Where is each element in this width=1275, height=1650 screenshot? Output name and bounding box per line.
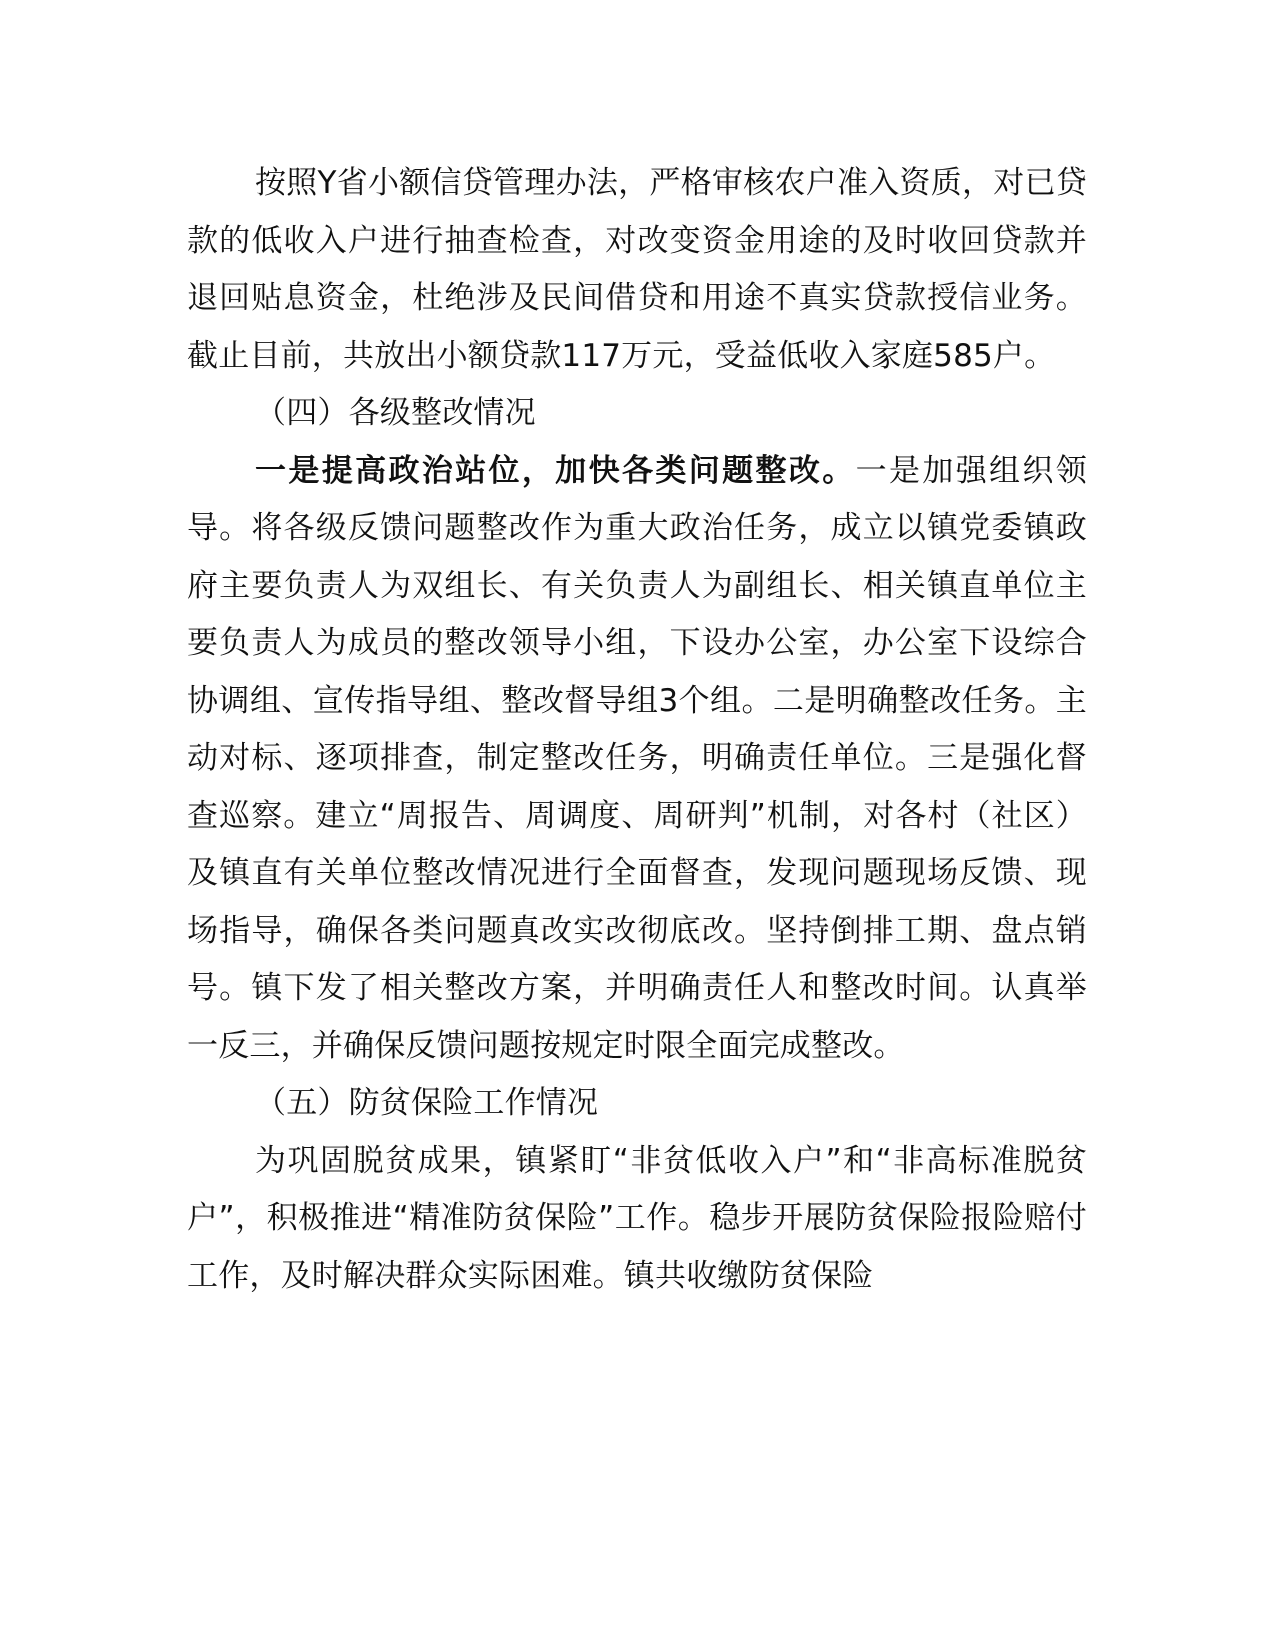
section-heading-rectification: （四）各级整改情况 bbox=[255, 395, 536, 431]
paragraph-insurance: 为巩固脱贫成果，镇紧盯“非贫低收入户”和“非高标准脱贫户”，积极推进“精准防贫保险”工作。稳步开展防贫保险报险赔付工作，及时解决群众实际困难。镇共收缴防贫保险 bbox=[187, 1142, 1087, 1294]
paragraph-microcredit: 按照Y省小额信贷管理办法，严格审核农户准入资质，对已贷款的低收入户进行抽查检查，对改变资金用途的及时收回贷款并退回贴息资金，杜绝涉及民间借贷和用途不真实贷款授信业务。截止目前，共放出小额贷款117万元，受益低收入家庭585户。 bbox=[187, 165, 1087, 374]
paragraph-rectification-body: 一是加强组织领导。将各级反馈问题整改作为重大政治任务，成立以镇党委镇政府主要负责人为双组长、有关负责人为副组长、相关镇直单位主要负责人为成员的整改领导小组，下设办公室，办公室下设综合协调组、宣传指导组、整改督导组3个组。二是明确整改任务。主动对标、逐项排查，制定整改任务，明确责任单位。三是强化督查巡察。建立“周报告、周调度、周研判”机制，对各村（社区）及镇直有关单位整改情况进行全面督查，发现问题现场反馈、现场指导，确保各类问题真改实改彻底改。坚持倒排工期、盘点销号。镇下发了相关整改方案，并明确责任人和整改时间。认真举一反三，并确保反馈问题按规定时限全面完成整改。 bbox=[187, 452, 1087, 1064]
paragraph-rectification-lead: 一是提高政治站位，加快各类问题整改。 bbox=[255, 452, 856, 489]
paragraph-rectification bbox=[187, 443, 1087, 1076]
section-heading-insurance: （五）防贫保险工作情况 bbox=[255, 1085, 599, 1121]
document-body bbox=[187, 155, 1087, 1305]
